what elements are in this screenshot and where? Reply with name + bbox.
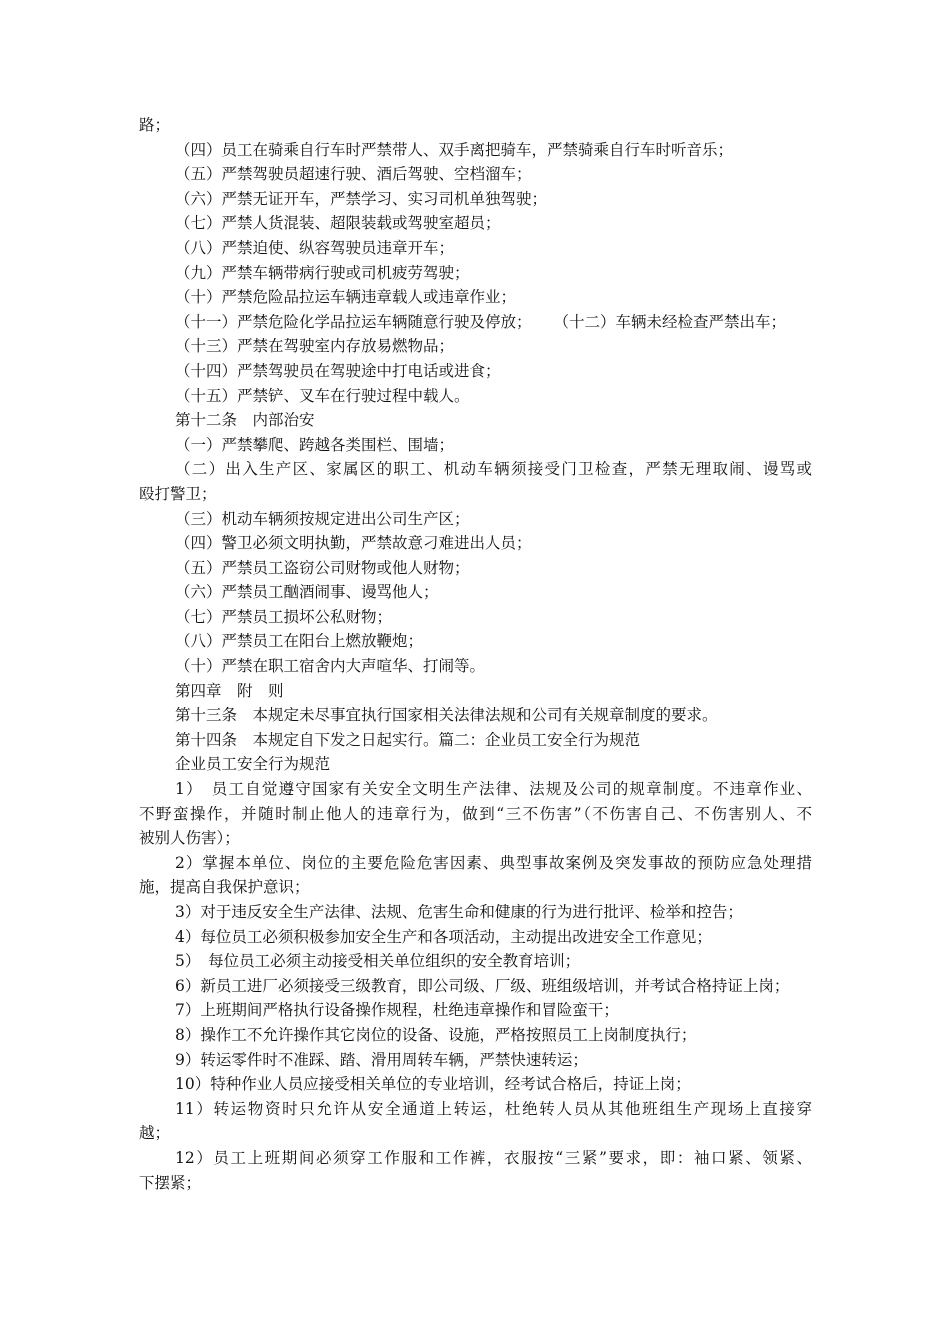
text-line: 9）转运零件时不准踩、踏、滑用周转车辆，严禁快速转运； (175, 1050, 588, 1069)
text-line: 3）对于违反安全生产法律、法规、危害生命和健康的行为进行批评、检举和控告； (175, 903, 743, 921)
text-line: （四）员工在骑乘自行车时严禁带人、双手离把骑车，严禁骑乘自行车时听音乐； (175, 140, 734, 159)
text-line: （七）严禁人货混装、超限装载或驾驶室超员； (175, 214, 501, 233)
text-line: 10）特种作业人员应接受相关单位的专业培训，经考试合格后，持证上岗； (175, 1075, 691, 1094)
text-segment: （十一）严禁危险化学品拉运车辆随意行驶及停放； (175, 312, 532, 331)
text-line: 路； (139, 116, 171, 134)
text-line: 不野蛮操作，并随时制止他人的违章行为，做到“三不伤害”（不伤害自己、不伤害别人、不 (139, 804, 812, 823)
text-line: （四）警卫必须文明执勤，严禁故意刁难进出人员； (175, 534, 532, 553)
text-line: （十）严禁在职工宿舍内大声喧华、打闹等。 (175, 657, 486, 676)
text-line: （一）严禁攀爬、跨越各类围栏、围墙； (175, 435, 455, 454)
text-line: 4）每位员工必须积极参加安全生产和各项活动，主动提出改进安全工作意见； (175, 927, 712, 946)
text-line: 被别人伤害）； (139, 829, 240, 848)
document-title: 企业员工安全行为规范 (175, 755, 331, 774)
text-line: （七）严禁员工损坏公私财物； (175, 607, 393, 626)
text-line: （五）严禁员工盗窃公司财物或他人财物； (175, 558, 470, 577)
text-line: 2）掌握本单位、岗位的主要危险危害因素、典型事故案例及突发事故的预防应急处理措 (175, 853, 812, 872)
section-heading: 第十二条 内部治安 (175, 411, 315, 430)
text-line: 第十三条 本规定未尽事宜执行国家相关法律法规和公司有关规章制度的要求。 (175, 706, 718, 725)
text-line: （八）严禁员工在阳台上燃放鞭炮； (175, 632, 424, 651)
document-page (139, 113, 812, 1195)
text-segment: （十二）车辆未经检查严禁出车； (553, 312, 787, 331)
text-line: （二）出入生产区、家属区的职工、机动车辆须接受门卫检查，严禁无理取闹、谩骂或 (175, 460, 812, 479)
text-line: （三）机动车辆须按规定进出公司生产区； (175, 509, 470, 528)
text-line: （五）严禁驾驶员超速行驶、酒后驾驶、空档溜车； (175, 165, 532, 184)
text-line: （十四）严禁驾驶员在驾驶途中打电话或进食； (175, 361, 501, 380)
text-line: （九）严禁车辆带病行驶或司机疲劳驾驶； (175, 263, 470, 282)
text-line: 6）新员工进厂必须接受三级教育，即公司级、厂级、班组级培训，并考试合格持证上岗； (175, 976, 790, 995)
text-line: 5） 每位员工必须主动接受相关单位组织的安全教育培训； (175, 952, 581, 971)
text-line: （八）严禁迫使、纵容驾驶员违章开车； (175, 238, 455, 257)
text-line: 第十四条 本规定自下发之日起实行。篇二：企业员工安全行为规范 (175, 730, 641, 749)
text-line: （十）严禁危险品拉运车辆违章载人或违章作业； (175, 288, 517, 307)
text-line: 8）操作工不允许操作其它岗位的设备、设施，严格按照员工上岗制度执行； (175, 1025, 697, 1044)
text-line: 11）转运物资时只允许从安全通道上转运，杜绝转人员从其他班组生产现场上直接穿 (175, 1099, 812, 1118)
text-line: 7）上班期间严格执行设备操作规程，杜绝违章操作和冒险蛮干； (175, 1001, 619, 1020)
text-line: 12）员工上班期间必须穿工作服和工作裤，衣服按“三紧”要求，即：袖口紧、领紧、 (175, 1148, 812, 1167)
text-line: （十三）严禁在驾驶室内存放易燃物品； (175, 337, 455, 356)
text-line: （十五）严禁铲、叉车在行驶过程中载人。 (175, 386, 470, 405)
text-line (139, 310, 812, 335)
text-line: 越； (139, 1124, 171, 1143)
text-line: （六）严禁员工酗酒闹事、谩骂他人； (175, 583, 439, 602)
text-line: 1） 员工自觉遵守国家有关安全文明生产法律、法规及公司的规章制度。不违章作业、 (175, 780, 812, 799)
text-line: 下摆紧； (139, 1173, 202, 1192)
text-line: 殴打警卫； (139, 484, 217, 503)
text-line: 施，提高自我保护意识； (139, 878, 310, 897)
chapter-heading: 第四章 附 则 (175, 681, 284, 700)
text-line: （六）严禁无证开车，严禁学习、实习司机单独驾驶； (175, 189, 548, 208)
